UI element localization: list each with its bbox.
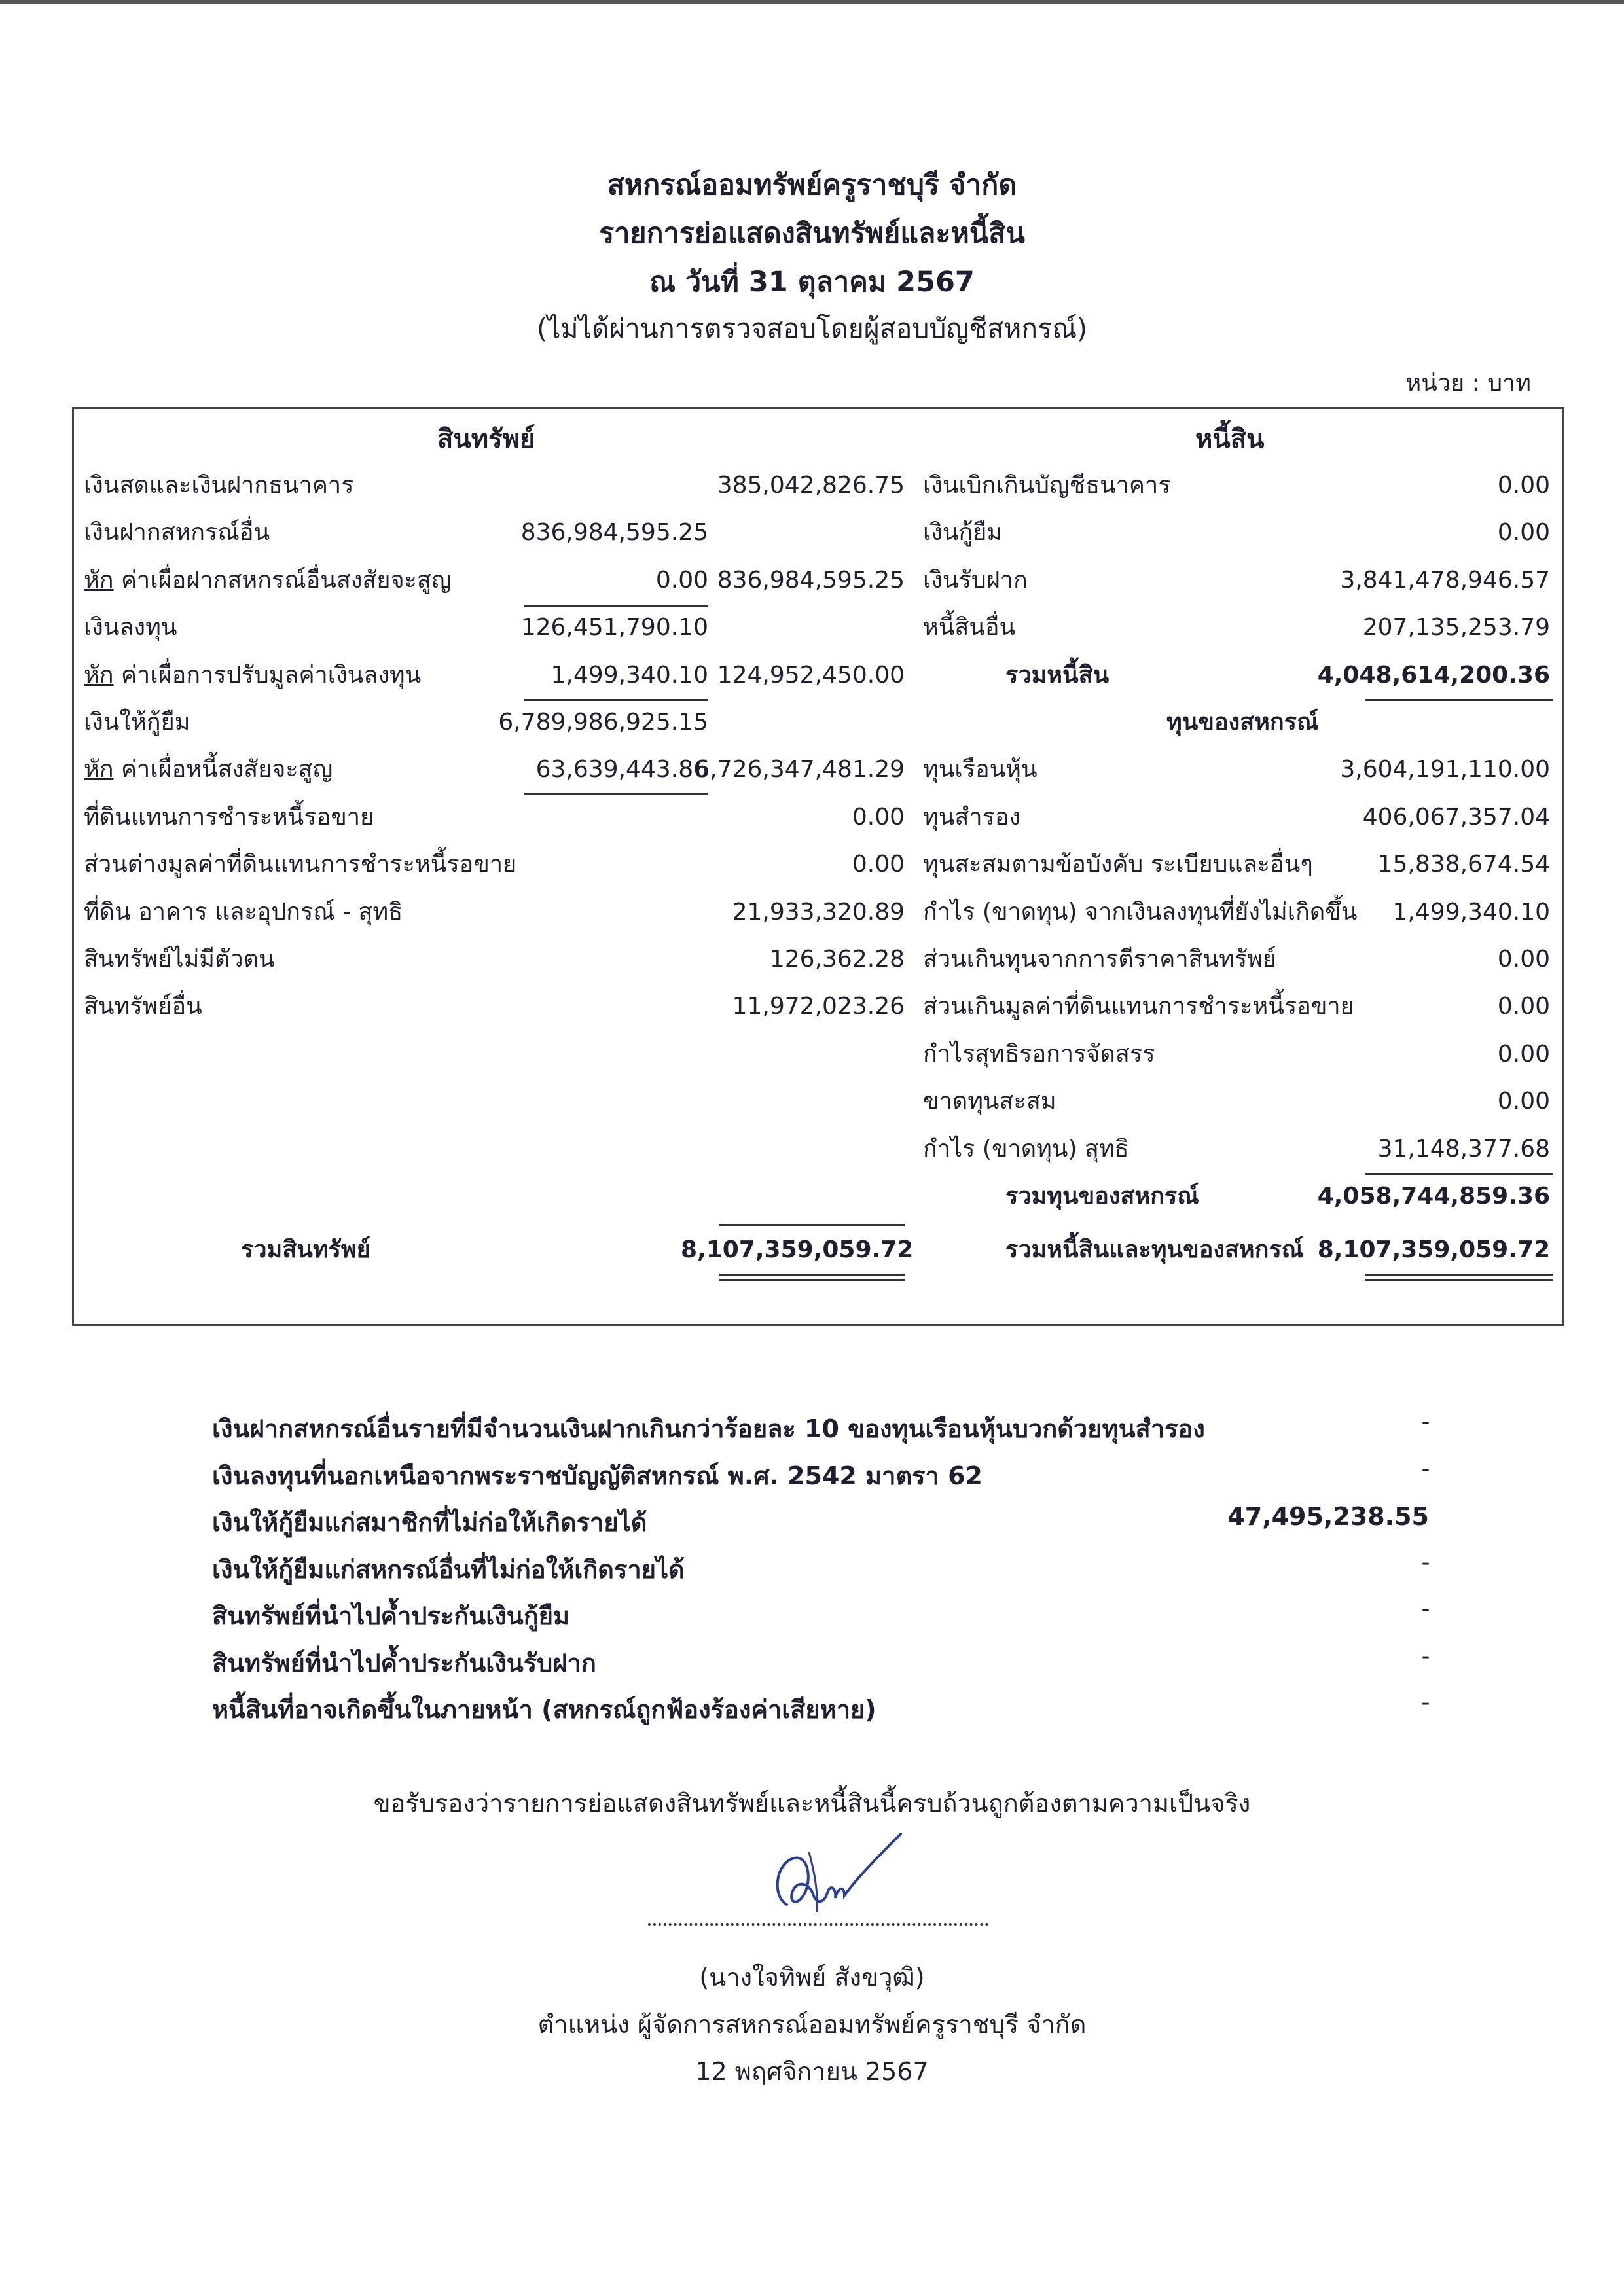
asset-row-amount: 385,042,826.75 xyxy=(717,472,905,499)
signature-line xyxy=(648,1923,988,1926)
asset-row-text: ค่าเผื่อการปรับมูลค่าเงินลงทุน xyxy=(113,662,422,689)
subtotal-rule xyxy=(524,793,708,795)
deduct-prefix: หัก xyxy=(84,756,114,783)
asset-row-text: ค่าเผื่อฝากสหกรณ์อื่นสงสัยจะสูญ xyxy=(113,567,452,594)
note-dash: - xyxy=(1421,1549,1430,1576)
document-date: ณ วันที่ 31 ตุลาคม 2567 xyxy=(649,266,975,298)
liability-row-amount: 207,135,253.79 xyxy=(1362,614,1550,641)
equity-row-amount: 15,838,674.54 xyxy=(1377,851,1550,878)
double-rule xyxy=(719,1279,905,1281)
asset-row-label: สินทรัพย์ไม่มีตัวตน xyxy=(84,946,275,973)
equity-row-label: กำไรสุทธิรอการจัดสรร xyxy=(923,1041,1155,1067)
asset-row-label xyxy=(84,564,452,598)
deduct-prefix: หัก xyxy=(84,662,114,689)
note-dash: - xyxy=(1421,1643,1430,1670)
asset-row-label: ที่ดิน อาคาร และอุปกรณ์ - สุทธิ xyxy=(84,899,403,925)
note-label: เงินให้กู้ยืมแก่สหกรณ์อื่นที่ไม่ก่อให้เกิดรายได้ xyxy=(212,1555,685,1584)
equity-row-amount: 0.00 xyxy=(1497,1041,1550,1067)
equity-row-amount: 406,067,357.04 xyxy=(1362,804,1550,831)
liability-row-label: เงินเบิกเกินบัญชีธนาคาร xyxy=(923,472,1171,499)
audit-note: (ไม่ได้ผ่านการตรวจสอบโดยผู้สอบบัญชีสหกรณ์) xyxy=(536,313,1088,344)
double-rule xyxy=(1365,1274,1553,1276)
equity-row-amount: 3,604,191,110.00 xyxy=(1340,756,1550,783)
note-dash: - xyxy=(1421,1596,1430,1623)
assets-total-label: รวมสินทรัพย์ xyxy=(241,1236,370,1263)
equity-heading: ทุนของสหกรณ์ xyxy=(1166,709,1319,736)
grand-total-value: 8,107,359,059.72 xyxy=(1317,1236,1550,1263)
asset-row-amount: 11,972,023.26 xyxy=(732,993,905,1020)
asset-row-subamount: 63,639,443.86 xyxy=(535,756,708,783)
note-dash: - xyxy=(1421,1689,1430,1716)
asset-row-amount: 6,726,347,481.29 xyxy=(695,756,905,783)
note-label: เงินให้กู้ยืมแก่สมาชิกที่ไม่ก่อให้เกิดรายได้ xyxy=(212,1508,647,1537)
liability-row-label: เงินรับฝาก xyxy=(923,567,1028,594)
asset-row-label: เงินฝากสหกรณ์อื่น xyxy=(84,519,270,546)
note-label: เงินลงทุนที่นอกเหนือจากพระราชบัญญัติสหกรณ์ พ.ศ. 2542 มาตรา 62 xyxy=(212,1462,983,1490)
asset-row-subamount: 1,499,340.10 xyxy=(550,662,708,689)
asset-row-label: เงินลงทุน xyxy=(84,614,177,641)
equity-row-label: ทุนสำรอง xyxy=(923,804,1021,831)
liability-row-label: เงินกู้ยืม xyxy=(923,519,1003,546)
equity-row-label: ส่วนเกินทุนจากการตีราคาสินทรัพย์ xyxy=(923,946,1276,973)
equity-total-label: รวมทุนของสหกรณ์ xyxy=(1005,1183,1199,1210)
subtotal-rule xyxy=(1365,699,1553,701)
signer-position: ตำแหน่ง ผู้จัดการสหกรณ์ออมทรัพย์ครูราชบุรี จำกัด xyxy=(537,2010,1087,2039)
subtotal-rule xyxy=(1365,1173,1553,1175)
certification-text: ขอรับรองว่ารายการย่อแสดงสินทรัพย์และหนี้สินนี้ครบถ้วนถูกต้องตามความเป็นจริง xyxy=(373,1789,1251,1818)
asset-row-amount: 21,933,320.89 xyxy=(732,899,905,925)
note-label: สินทรัพย์ที่นำไปค้ำประกันเงินกู้ยืม xyxy=(212,1602,570,1630)
asset-row-label xyxy=(84,658,421,692)
equity-total-value: 4,058,744,859.36 xyxy=(1317,1183,1550,1210)
asset-row-subamount: 836,984,595.25 xyxy=(520,519,708,546)
equity-row-label: ส่วนเกินมูลค่าที่ดินแทนการชำระหนี้รอขาย xyxy=(923,993,1354,1020)
liabilities-total-label: รวมหนี้สิน xyxy=(1005,662,1110,689)
equity-row-amount: 0.00 xyxy=(1497,993,1550,1020)
equity-row-label: ทุนเรือนหุ้น xyxy=(923,756,1038,783)
document-title: รายการย่อแสดงสินทรัพย์และหนี้สิน xyxy=(599,217,1025,250)
double-rule xyxy=(719,1274,905,1276)
double-rule xyxy=(1365,1279,1553,1281)
asset-row-label: ส่วนต่างมูลค่าที่ดินแทนการชำระหนี้รอขาย xyxy=(84,851,517,878)
signature-image xyxy=(746,1820,916,1924)
note-label: สินทรัพย์ที่นำไปค้ำประกันเงินรับฝาก xyxy=(212,1649,596,1677)
asset-row-subamount: 126,451,790.10 xyxy=(520,614,708,641)
asset-row-label xyxy=(84,753,333,787)
asset-row-subamount: 0.00 xyxy=(655,567,708,594)
asset-row-text: ค่าเผื่อหนี้สงสัยจะสูญ xyxy=(113,756,333,783)
equity-row-label: กำไร (ขาดทุน) จากเงินลงทุนที่ยังไม่เกิดขึ้น xyxy=(923,899,1358,925)
note-dash: - xyxy=(1421,1456,1430,1482)
signer-name: (นางใจทิพย์ สังขวุฒิ) xyxy=(699,1963,925,1992)
note-label: เงินฝากสหกรณ์อื่นรายที่มีจำนวนเงินฝากเกินกว่าร้อยละ 10 ของทุนเรือนหุ้นบวกด้วยทุนสำรอง xyxy=(212,1414,1205,1443)
equity-row-amount: 0.00 xyxy=(1497,1088,1550,1115)
assets-total-value: 8,107,359,059.72 xyxy=(681,1236,914,1263)
equity-row-amount: 31,148,377.68 xyxy=(1377,1136,1550,1162)
signature-date: 12 พฤศจิกายน 2567 xyxy=(695,2057,929,2086)
unit-label: หน่วย : บาท xyxy=(1405,370,1531,397)
asset-row-amount: 0.00 xyxy=(852,804,905,831)
asset-row-subamount: 6,789,986,925.15 xyxy=(498,709,708,736)
scan-top-edge xyxy=(0,0,1624,4)
equity-row-label: ทุนสะสมตามข้อบังคับ ระเบียบและอื่นๆ xyxy=(923,851,1313,878)
asset-row-label: ที่ดินแทนการชำระหนี้รอขาย xyxy=(84,804,374,831)
asset-row-amount: 124,952,450.00 xyxy=(717,662,905,689)
asset-row-amount: 0.00 xyxy=(852,851,905,878)
deduct-prefix: หัก xyxy=(84,567,114,594)
assets-heading: สินทรัพย์ xyxy=(437,424,535,454)
subtotal-rule xyxy=(524,699,708,701)
liability-row-amount: 0.00 xyxy=(1497,472,1550,499)
equity-row-amount: 1,499,340.10 xyxy=(1392,899,1550,925)
note-value: 47,495,238.55 xyxy=(1227,1502,1429,1531)
liability-row-amount: 0.00 xyxy=(1497,519,1550,546)
equity-row-label: ขาดทุนสะสม xyxy=(923,1088,1056,1115)
note-label: หนี้สินที่อาจเกิดขึ้นในภายหน้า (สหกรณ์ถูกฟ้องร้องค่าเสียหาย) xyxy=(212,1695,876,1724)
total-rule xyxy=(719,1224,905,1226)
grand-total-label: รวมหนี้สินและทุนของสหกรณ์ xyxy=(1005,1236,1304,1263)
asset-row-amount: 126,362.28 xyxy=(769,946,905,973)
liabilities-total-value: 4,048,614,200.36 xyxy=(1317,662,1550,689)
liability-row-label: หนี้สินอื่น xyxy=(923,614,1016,641)
asset-row-label: สินทรัพย์อื่น xyxy=(84,993,202,1020)
asset-row-label: เงินสดและเงินฝากธนาคาร xyxy=(84,472,354,499)
liabilities-heading: หนี้สิน xyxy=(1195,424,1265,454)
asset-row-amount: 836,984,595.25 xyxy=(717,567,905,594)
asset-row-label: เงินให้กู้ยืม xyxy=(84,709,190,736)
subtotal-rule xyxy=(524,605,708,607)
liability-row-amount: 3,841,478,946.57 xyxy=(1340,567,1550,594)
equity-row-amount: 0.00 xyxy=(1497,946,1550,973)
note-dash: - xyxy=(1421,1408,1430,1435)
org-name: สหกรณ์ออมทรัพย์ครูราชบุรี จำกัด xyxy=(607,169,1017,202)
equity-row-label: กำไร (ขาดทุน) สุทธิ xyxy=(923,1136,1129,1162)
